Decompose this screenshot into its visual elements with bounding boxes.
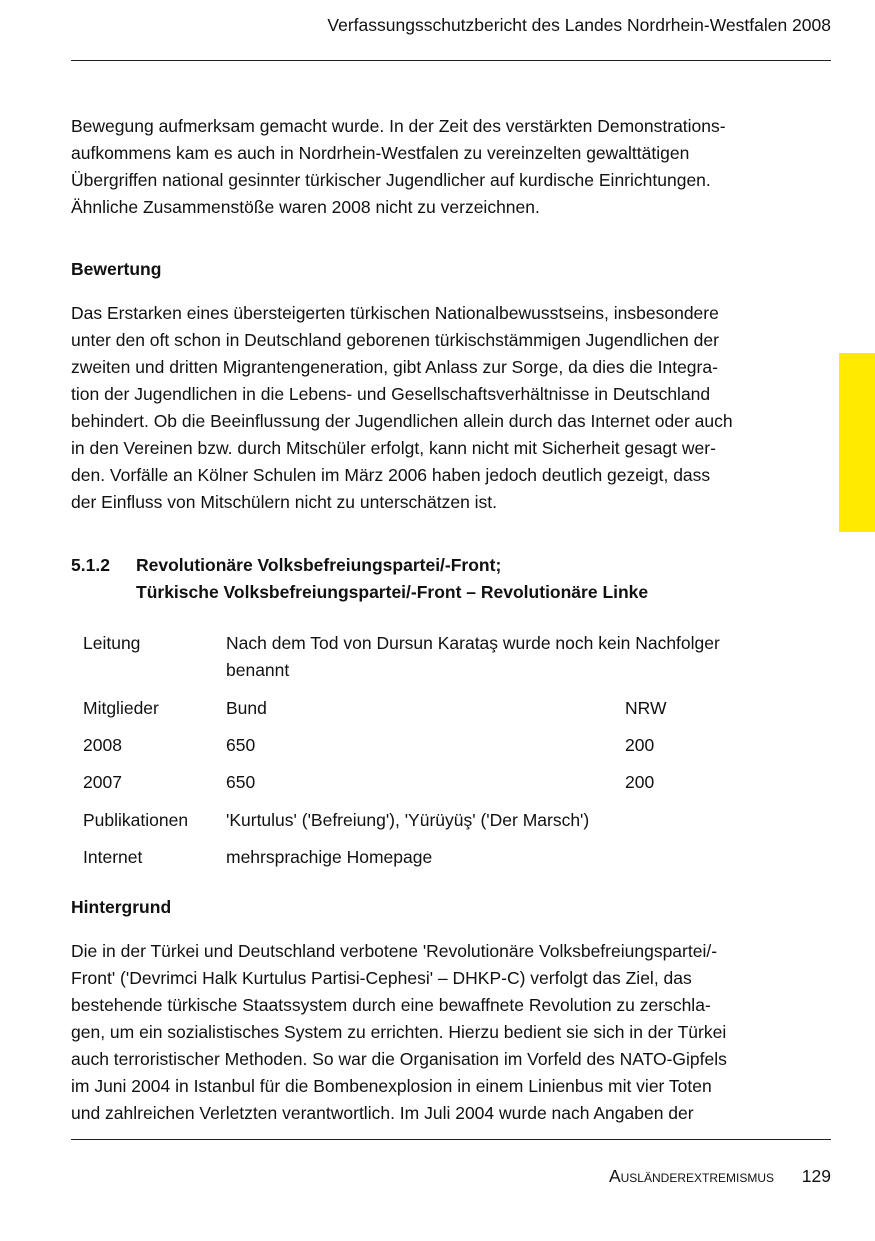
text-line: Bewegung aufmerksam gemacht wurde. In der Zeit des verstärkten Demonstrations- [71,116,726,136]
intro-paragraph [71,113,791,221]
fact-row-year [83,769,783,796]
text-line: Front' ('Devrimci Halk Kurtulus Partisi-Cephesi' – DHKP-C) verfolgt das Ziel, das [71,968,692,988]
bund-count: 650 [226,735,256,755]
fact-value: 'Kurtulus' ('Befreiung'), 'Yürüyüş' ('Der Marsch') [226,810,590,830]
text-line: Übergriffen national gesinnter türkischer Jugendlicher auf kurdische Einrichtungen. [71,170,711,190]
page-number: 129 [801,1166,831,1186]
fact-label: 2008 [83,735,122,755]
bund-count: 650 [226,772,256,792]
page-header-title: Verfassungsschutzbericht des Landes Nordrhein-Westfalen 2008 [327,15,831,35]
footer-rule [71,1139,831,1140]
text-line: gen, um ein sozialistisches System zu errichten. Hierzu bedient sie sich in der Türkei [71,1022,727,1042]
section-heading [71,552,791,608]
fact-value-line: Nach dem Tod von Dursun Karataş wurde noch kein Nachfolger [226,633,720,653]
fact-value-line: benannt [226,660,290,680]
fact-row-publikationen [83,807,783,834]
text-line: zweiten und dritten Migrantengeneration, gibt Anlass zur Sorge, da dies die Integra- [71,357,718,377]
bewertung-heading: Bewertung [71,259,162,279]
text-line: Ähnliche Zusammenstöße waren 2008 nicht zu verzeichnen. [71,197,540,217]
column-header-bund: Bund [226,698,267,718]
hintergrund-heading: Hintergrund [71,897,172,917]
header-rule [71,60,831,61]
footer-section-name: Ausländerextremismus [608,1166,774,1186]
text-line: behindert. Ob die Beeinflussung der Jugendlichen allein durch das Internet oder auch [71,411,733,431]
text-line: auch terroristischer Methoden. So war die Organisation im Vorfeld des NATO-Gipfels [71,1049,727,1069]
section-number: 5.1.2 [71,555,110,575]
text-line: den. Vorfälle an Kölner Schulen im März 2006 haben jedoch deutlich gezeigt, dass [71,465,711,485]
fact-label: Publikationen [83,810,189,830]
fact-label: Mitglieder [83,698,159,718]
bewertung-paragraph [71,300,791,516]
fact-row-leitung [83,630,783,684]
text-line: in den Vereinen bzw. durch Mitschüler erfolgt, kann nicht mit Sicherheit gesagt wer- [71,438,716,458]
fact-label: Leitung [83,633,141,653]
fact-row-year [83,732,783,759]
fact-label: 2007 [83,772,122,792]
column-header-nrw: NRW [625,698,667,718]
fact-row-mitglieder [83,695,783,722]
fact-value: mehrsprachige Homepage [226,847,433,867]
text-line: unter den oft schon in Deutschland geborenen türkischstämmigen Jugendlichen der [71,330,719,350]
text-line: der Einfluss von Mitschülern nicht zu unterschätzen ist. [71,492,498,512]
fact-row-internet [83,844,783,871]
fact-label: Internet [83,847,143,867]
hintergrund-paragraph [71,938,791,1127]
text-line: Die in der Türkei und Deutschland verbotene 'Revolutionäre Volksbefreiungspartei/- [71,941,718,961]
text-line: und zahlreichen Verletzten verantwortlich. Im Juli 2004 wurde nach Angaben der [71,1103,694,1123]
section-title-line-2: Türkische Volksbefreiungspartei/-Front – Revolutionäre Linke [136,582,649,602]
text-line: aufkommens kam es auch in Nordrhein-Westfalen zu vereinzelten gewalttätigen [71,143,690,163]
text-line: tion der Jugendlichen in die Lebens- und Gesellschaftsverhältnisse in Deutschland [71,384,711,404]
text-line: Das Erstarken eines übersteigerten türkischen Nationalbewusstseins, insbesondere [71,303,719,323]
text-line: im Juni 2004 in Istanbul für die Bombenexplosion in einem Linienbus mit vier Toten [71,1076,712,1096]
chapter-side-tab [839,353,875,532]
section-title-line-1: Revolutionäre Volksbefreiungspartei/-Front; [136,555,502,575]
text-line: bestehende türkische Staatssystem durch eine bewaffnete Revolution zu zerschla- [71,995,711,1015]
nrw-count: 200 [625,735,655,755]
nrw-count: 200 [625,772,655,792]
